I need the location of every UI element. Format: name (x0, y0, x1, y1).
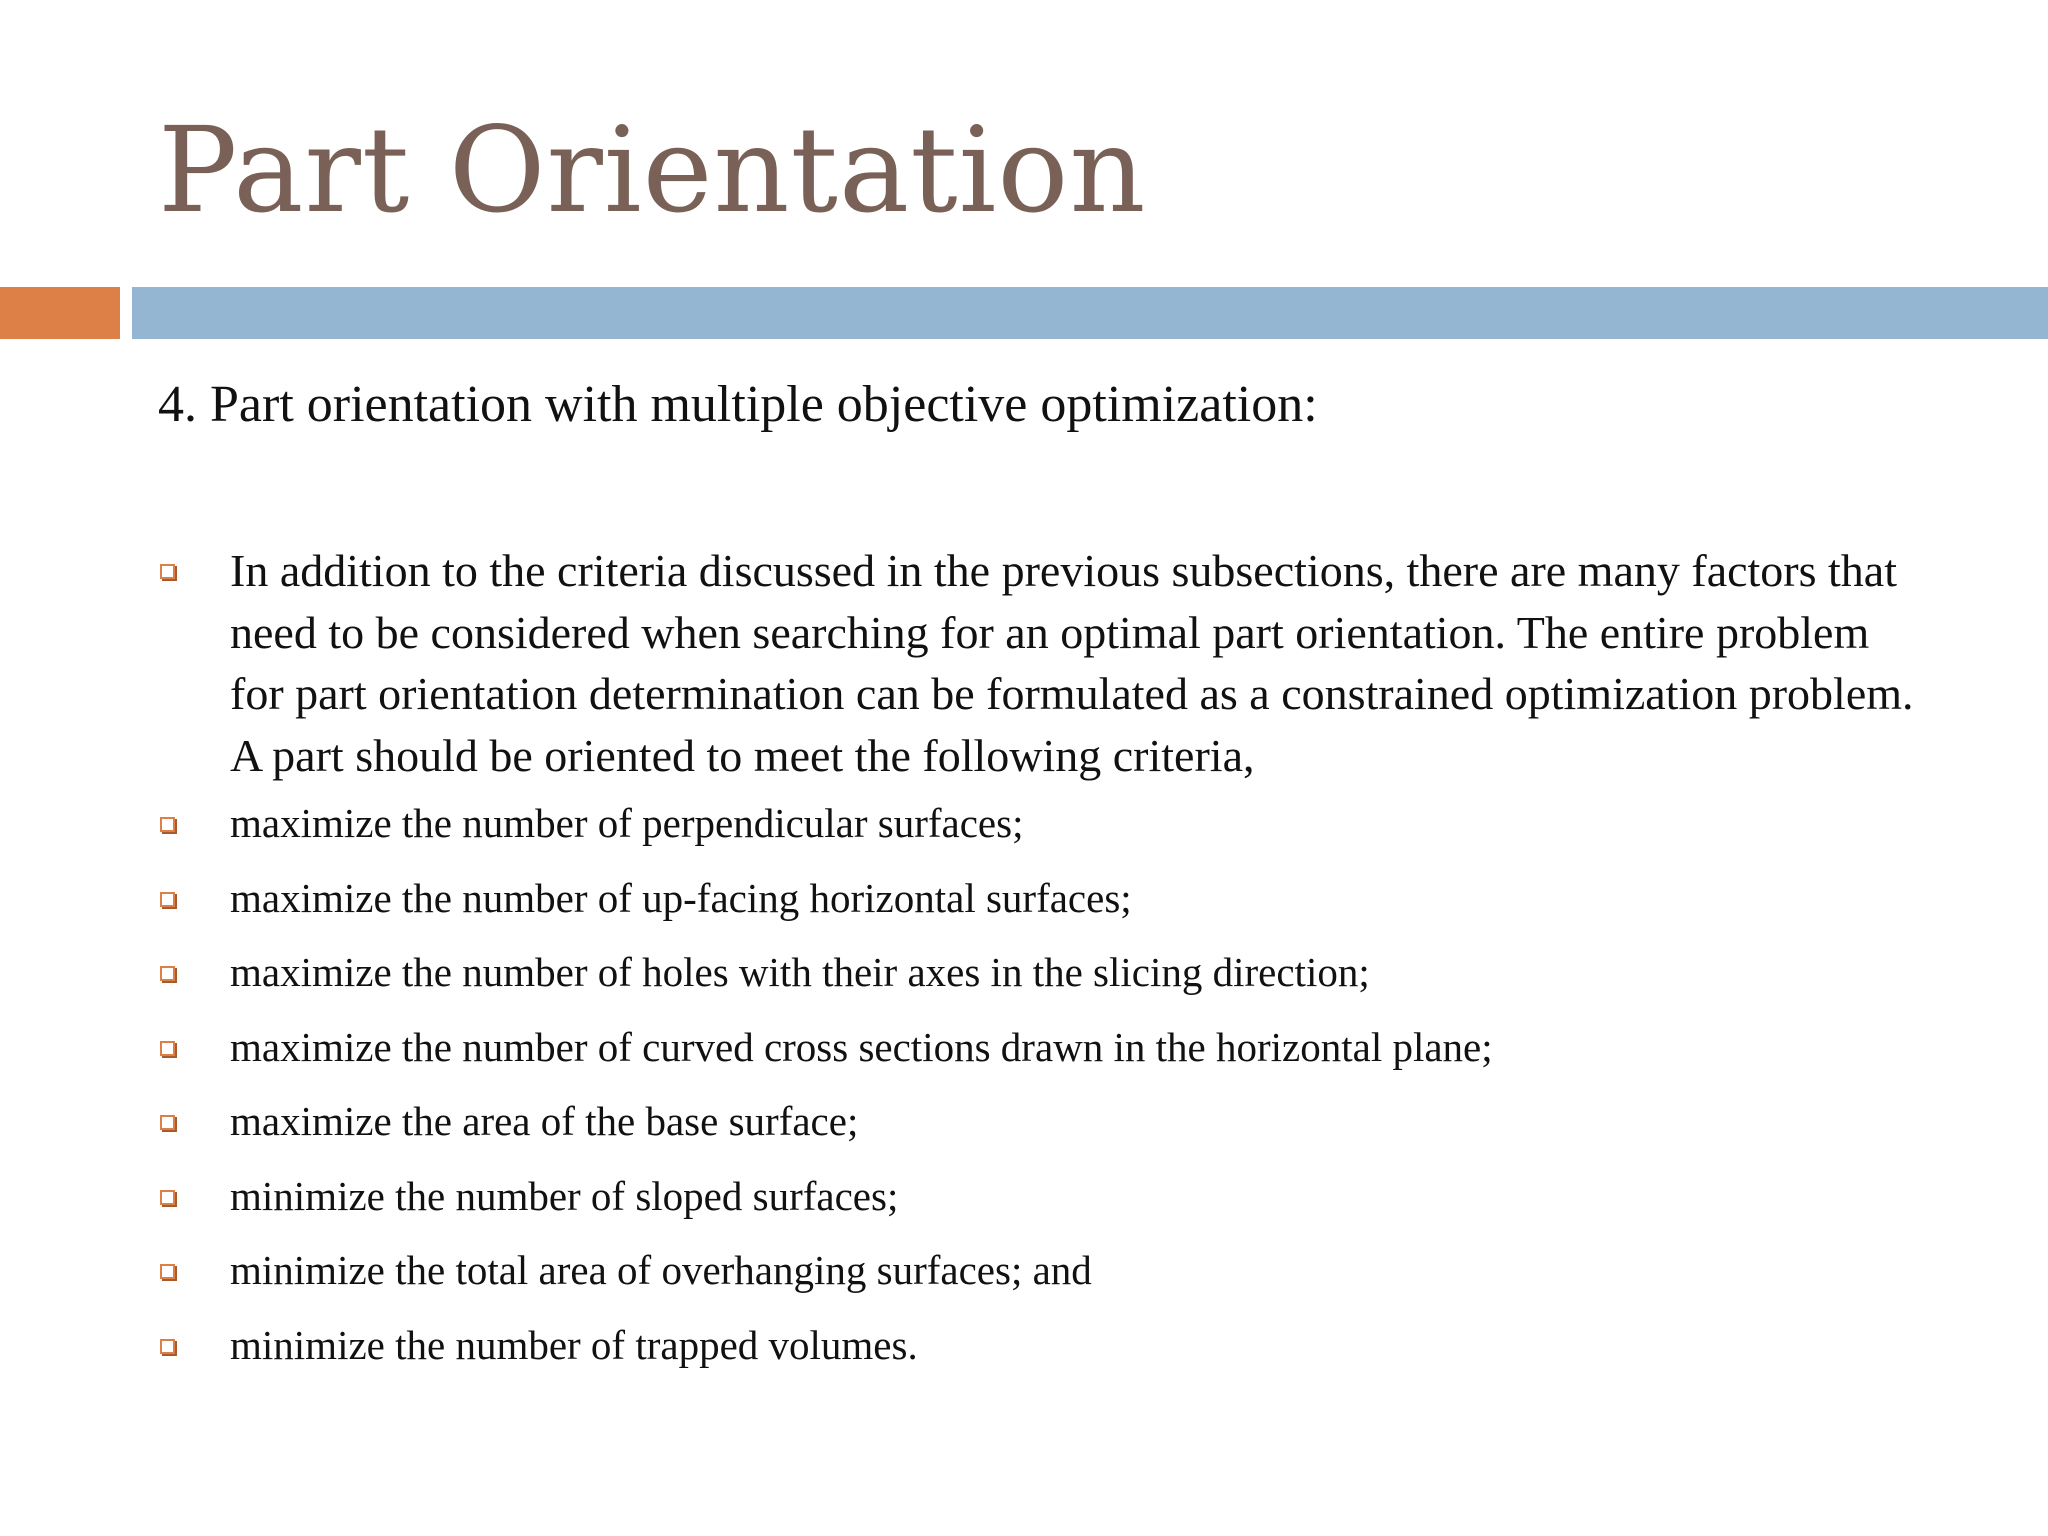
criterion-text: maximize the number of curved cross sections drawn in the horizontal plane; (230, 1023, 1493, 1070)
square-bullet-icon (160, 817, 175, 832)
slide-title: Part Orientation (158, 101, 1147, 239)
criterion-text: maximize the number of perpendicular surfaces; (230, 800, 1024, 846)
criterion-text: maximize the area of the base surface; (230, 1098, 859, 1144)
square-bullet-icon (160, 1264, 175, 1279)
list-item (158, 1094, 1918, 1148)
square-bullet-icon (160, 892, 175, 907)
list-item-lead (158, 540, 1918, 786)
section-heading: 4. Part orientation with multiple objective optimization: (158, 376, 1318, 433)
list-item (158, 796, 1918, 850)
square-bullet-icon (160, 564, 175, 579)
lead-paragraph-text: In addition to the criteria discussed in the previous subsections, there are many factors that need to be considered when searching for an optimal part orientation. The entire problem for part orientation determination can be formulated as a constrained optimization problem. A part should be oriented to meet the following criteria, (230, 545, 1914, 781)
square-bullet-icon (160, 1339, 175, 1354)
square-bullet-icon (160, 966, 175, 981)
criterion-text: maximize the number of holes with their axes in the slicing direction; (230, 949, 1370, 995)
list-item (158, 871, 1918, 925)
list-item (158, 1243, 1918, 1297)
bullet-list (158, 540, 1918, 1392)
criterion-text: minimize the total area of overhanging surfaces; and (230, 1247, 1092, 1293)
list-item (158, 945, 1918, 999)
list-item (158, 1318, 1918, 1372)
title-accent-bar-blue (132, 287, 2048, 339)
list-item (158, 1169, 1918, 1223)
list-item (158, 1020, 1918, 1074)
criterion-text: maximize the number of up-facing horizontal surfaces; (230, 874, 1132, 921)
square-bullet-icon (160, 1115, 175, 1130)
square-bullet-icon (160, 1041, 175, 1056)
title-accent-bar-orange (0, 287, 120, 339)
criterion-text: minimize the number of sloped surfaces; (230, 1172, 899, 1219)
criterion-text: minimize the number of trapped volumes. (230, 1321, 918, 1368)
square-bullet-icon (160, 1190, 175, 1205)
